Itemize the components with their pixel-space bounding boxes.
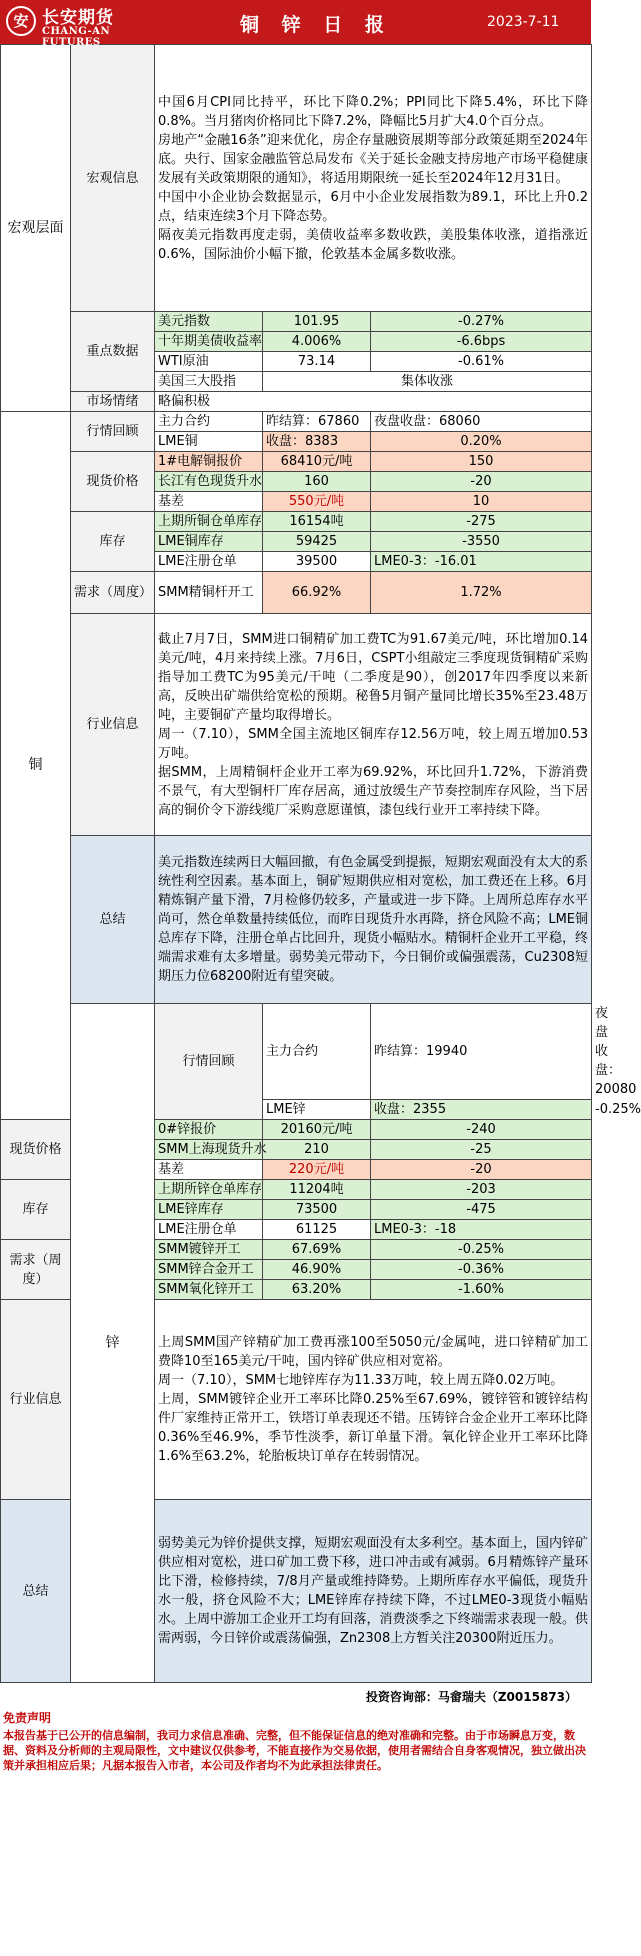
zn-spot-c1: 基差 bbox=[155, 1160, 263, 1180]
cu-industry-label: 行业信息 bbox=[71, 614, 155, 836]
cu-review-label: 行情回顾 bbox=[71, 412, 155, 452]
macro-info-para: 中国中小企业协会数据显示，6月中小企业发展指数为89.1，环比上升0.2点，结束连续3个月下降态势。 bbox=[158, 189, 589, 224]
macro-info-text bbox=[155, 45, 592, 312]
zn-demand-c3: -0.25% bbox=[371, 1240, 592, 1260]
cu-inv-c3: -275 bbox=[371, 512, 592, 532]
cu-industry-para: 据SMM，上周精铜杆企业开工率为69.92%，环比回升1.72%，下游消费不景气，有大型铜杆厂库存居高，通过放缓生产节奏控制库存风险，当下居高的铜价令下游线缆厂采购意愿谨慎，漆包线行业开工率持续下降。 bbox=[158, 764, 589, 818]
zn-inv-c2: 73500 bbox=[263, 1200, 371, 1220]
zn-spot-c3: -20 bbox=[371, 1160, 592, 1180]
zn-review-label: 行情回顾 bbox=[155, 1004, 263, 1120]
zn-demand-c3: -0.36% bbox=[371, 1260, 592, 1280]
cu-spot-c1: 基差 bbox=[155, 492, 263, 512]
cu-inv-c2: 39500 bbox=[263, 552, 371, 572]
zn-inv-c1: LME注册仓单 bbox=[155, 1220, 263, 1240]
cu-review-c2: 收盘：8383 bbox=[263, 432, 371, 452]
cu-demand-label: 需求（周度） bbox=[71, 572, 155, 614]
cu-review-c3: 夜盘收盘：68060 bbox=[371, 412, 592, 432]
zn-demand-c2: 63.20% bbox=[263, 1280, 371, 1300]
cu-demand-c1: SMM精铜杆开工 bbox=[155, 572, 263, 614]
zn-review-c2: 昨结算：19940 bbox=[371, 1004, 592, 1100]
cu-review-c1: 主力合约 bbox=[155, 412, 263, 432]
zn-demand-label: 需求（周度） bbox=[1, 1240, 71, 1300]
zn-industry-para: 周一（7.10），SMM七地锌库存为11.33万吨，较上周五降0.02万吨。 bbox=[158, 1373, 564, 1388]
key-row-value: 101.95 bbox=[263, 312, 371, 332]
logo-en-text: CHANG-AN FUTURES bbox=[42, 26, 111, 48]
cu-summary-text: 美元指数连续两日大幅回撤，有色金属受到提振，短期宏观面没有太大的系统性利空因素。基本面上，铜矿短期供应相对宽松，加工费还在上移。6月精炼铜产量下滑，7月检修仍较多，产量或进一步下降。上周所总库存水平尚可，然仓单数量持续低位，而昨日现货升水再降，挤仓风险不高；LME铜总库存下降，注册仓单占比回升，现货小幅贴水。精铜杆企业开工平稳，终端需求难有太多增量。弱势美元带动下，今日铜价或偏强震荡，Cu2308短期压力位68200附近有望突破。 bbox=[155, 836, 592, 1004]
cu-review-c3: 0.20% bbox=[371, 432, 592, 452]
zn-review-c1: LME锌 bbox=[263, 1100, 371, 1120]
section-macro: 宏观层面 bbox=[1, 45, 71, 412]
report-date: 2023-7-11 bbox=[487, 14, 560, 30]
cu-inv-c1: 上期所铜仓单库存 bbox=[155, 512, 263, 532]
key-row-value: 4.006% bbox=[263, 332, 371, 352]
cu-spot-c3: 150 bbox=[371, 452, 592, 472]
report-table: 宏观层面 宏观信息 中国6月CPI同比持平，环比下降0.2%；PPI同比下降5.4%，环比下降0.8%。当月猪肉价格同比下降7.2%，降幅比5月扩大4.0个百分点。 房地产“金融16条”迎来优化，房企存量融资展期等部分政策延期至2024年底。央行、国家金融监管总局发布《关于延长金融支持房地产市场平稳健康发展有关政策期限的通知》，将适用期限统一延长至2024年12月31日。 中国中小企业协会数据显示，6月中小企业发展指数为89.1，环比上升0.2点，结束连续3个月下降态势。 隔夜美元指数再度走弱，美债收益率多数收跌，美股集体收涨，道指涨近0.6%，国际油价小幅下撤，伦敦基本金属多数收涨。 重点数据 美元指数 101.95 -0.27% 十年期美债收益率 4.006% -6.6bps WTI原油 73.14 -0.61% 美国三大股指 集体收涨 市场情绪 略偏积极 铜 行情回顾 主力合约 昨结算：67860 夜盘收盘：68060 LME铜 收盘：8383 0.20% 现货价格 1#电解铜报价 68410元/吨 150 长江有色现货升水 160 -20 基差 550元/吨 10 库存 上期所铜仓单库存 16154吨 -275 LME铜库存 59425 -3550 LME注册仓单 39500 LME0-3：-16.01 需求（周度） SMM精铜杆开工 66.92% 1.72% 行业信息 截止7月7日，SMM进口铜精矿加工费TC为91.67美元/吨，环比增加0.14美元/吨，4月来持续上涨。7月6日，CSPT小组敲定三季度现货铜精矿采购指导加工费TC为95美元/干吨（二季度是90），创2017年四季度以来新高，反映出矿端供给宽松的预期。秘鲁5月铜产量同比增长35%至23.48万吨，主要铜矿产量均取得增长。 周一（7.10），SMM全国主流地区铜库存12.56万吨，较上周五增加0.53万吨。 据SMM，上周精铜杆企业开工率为69.92%，环比回升1.72%，下游消费不景气，有大型铜杆厂库存居高，通过放缓生产节奏控制库存风险，当下居高的铜价令下游线缆厂采购意愿谨慎，漆包线行业开工率持续下降。 总结 美元指数连续两日大幅回撤，有色金属受到提振，短期宏观面没有太大的系统性利空因素。基本面上，铜矿短期供应相对宽松，加工费还在上移。6月精炼铜产量下滑，7月检修仍较多，产量或进一步下降。上周所总库存水平尚可，然仓单数量持续低位，而昨日现货升水再降，挤仓风险不高；LME铜总库存下降，注册仓单占比回升，现货小幅贴水。精铜杆企业开工平稳，终端需求难有太多增量。弱势美元带动下，今日铜价或偏强震荡，Cu2308短期压力位68200附近有望突破。 锌 行情回顾 主力合约 昨结算：19940 夜盘收盘：20080 LME锌 收盘：2355 -0.25% 现货价格 0#锌报价 20160元/吨 -240 SMM上海现货升水 210 -25 基差 220元/吨 -20 库存 上期所锌仓单库存 11204吨 -203 LME锌库存 73500 -475 LME注册仓单 61125 LME0-3：-18 需求（周度） SMM镀锌开工 67.69% -0.25% SMM锌合金开工 46.90% -0.36% SMM氧化锌开工 63.20% -1.60% 行业信息 上周SMM国产锌精矿加工费再涨100至5050元/金属吨，进口锌精矿加工费降10至165美元/干吨，国内锌矿供应相对宽裕。 周一（7.10），SMM七地锌库存为11.33万吨，较上周五降0.02万吨。 上周，SMM镀锌企业开工率环比降0.25%至67.69%，镀锌管和镀锌结构件厂家维持正常开工，铁塔订单表现还不错。压铸锌合金企业开工率环比降0.36%至46.9%，季节性淡季，新订单量下滑。氧化锌企业开工率环比降1.6%至63.2%，轮胎板块订单存在转弱情况。 总结 弱势美元为锌价提供支撑，短期宏观面没有太多利空。基本面上，国内锌矿供应相对宽松，进口矿加工费下移，进口冲击或有减弱。6月精炼锌产量环比下滑，检修持续，7/8月产量或维持降势。上期所库存水平偏低，现货升水一般，挤仓风险不大；LME锌库存持续下降，不过LME0-3现货小幅贴水。上周中游加工企业开工均有回落，消费淡季之下终端需求表现一般。供需两弱，今日锌价或震荡偏强，Zn2308上方暂关注20300附近压力。 bbox=[0, 44, 592, 1683]
zn-summary-text: 弱势美元为锌价提供支撑，短期宏观面没有太多利空。基本面上，国内锌矿供应相对宽松，进口矿加工费下移，进口冲击或有减弱。6月精炼锌产量环比下滑，检修持续，7/8月产量或维持降势。上期所库存水平偏低，现货升水一般，挤仓风险不大；LME锌库存持续下降，不过LME0-3现货小幅贴水。上周中游加工企业开工均有回落，消费淡季之下终端需求表现一般。供需两弱，今日锌价或震荡偏强，Zn2308上方暂关注20300附近压力。 bbox=[155, 1500, 592, 1683]
key-row-value: 集体收涨 bbox=[263, 372, 592, 392]
zn-spot-c3: -25 bbox=[371, 1140, 592, 1160]
zn-industry-label: 行业信息 bbox=[1, 1300, 71, 1500]
logo-mark-icon: 安 bbox=[6, 6, 36, 36]
zn-spot-c1: SMM上海现货升水 bbox=[155, 1140, 263, 1160]
macro-info-para: 房地产“金融16条”迎来优化，房企存量融资展期等部分政策延期至2024年底。央行、国家金融监管总局发布《关于延长金融支持房地产市场平稳健康发展有关政策期限的通知》，将适用期限统一延长至2024年12月31日。 bbox=[158, 132, 589, 186]
zn-demand-c2: 67.69% bbox=[263, 1240, 371, 1260]
cu-summary-label: 总结 bbox=[71, 836, 155, 1004]
cu-demand-c2: 66.92% bbox=[263, 572, 371, 614]
zn-spot-c1: 0#锌报价 bbox=[155, 1120, 263, 1140]
analyst-credit: 投资咨询部：马畲瑞夫（Z0015873） bbox=[365, 1690, 577, 1704]
cu-spot-c3: -20 bbox=[371, 472, 592, 492]
cu-review-c1: LME铜 bbox=[155, 432, 263, 452]
report-title: 铜 锌 日 报 bbox=[240, 14, 392, 36]
key-row-name: 十年期美债收益率 bbox=[155, 332, 263, 352]
zn-inv-c3: -475 bbox=[371, 1200, 592, 1220]
cu-inv-c2: 59425 bbox=[263, 532, 371, 552]
macro-info-para: 隔夜美元指数再度走弱，美债收益率多数收跌，美股集体收涨，道指涨近0.6%，国际油价小幅下撤，伦敦基本金属多数收涨。 bbox=[158, 227, 589, 262]
cu-inv-c1: LME注册仓单 bbox=[155, 552, 263, 572]
sentiment-value: 略偏积极 bbox=[155, 392, 592, 412]
zn-spot-c2: 210 bbox=[263, 1140, 371, 1160]
cu-industry-text bbox=[155, 614, 592, 836]
zn-demand-c1: SMM镀锌开工 bbox=[155, 1240, 263, 1260]
key-row-change: -0.61% bbox=[371, 352, 592, 372]
cu-spot-c1: 长江有色现货升水 bbox=[155, 472, 263, 492]
zn-review-c2: 收盘：2355 bbox=[371, 1100, 592, 1120]
zn-demand-c3: -1.60% bbox=[371, 1280, 592, 1300]
key-row-name: WTI原油 bbox=[155, 352, 263, 372]
zn-summary-label: 总结 bbox=[1, 1500, 71, 1683]
zn-review-c1: 主力合约 bbox=[263, 1004, 371, 1100]
cu-spot-label: 现货价格 bbox=[71, 452, 155, 512]
zn-spot-label: 现货价格 bbox=[1, 1120, 71, 1180]
macro-key-label: 重点数据 bbox=[71, 312, 155, 392]
zn-inv-label: 库存 bbox=[1, 1180, 71, 1240]
cu-spot-c1: 1#电解铜报价 bbox=[155, 452, 263, 472]
cu-demand-c3: 1.72% bbox=[371, 572, 592, 614]
zn-demand-c2: 46.90% bbox=[263, 1260, 371, 1280]
cu-inv-c2: 16154吨 bbox=[263, 512, 371, 532]
zn-inv-c1: 上期所锌仓单库存 bbox=[155, 1180, 263, 1200]
cu-spot-c2: 68410元/吨 bbox=[263, 452, 371, 472]
section-zinc: 锌 bbox=[71, 1004, 155, 1683]
key-row-value: 73.14 bbox=[263, 352, 371, 372]
cu-spot-c2: 160 bbox=[263, 472, 371, 492]
company-logo bbox=[6, 3, 166, 48]
cu-inv-c1: LME铜库存 bbox=[155, 532, 263, 552]
macro-info-para: 中国6月CPI同比持平，环比下降0.2%；PPI同比下降5.4%，环比下降0.8%。当月猪肉价格同比下降7.2%，降幅比5月扩大4.0个百分点。 bbox=[158, 94, 589, 129]
section-copper: 铜 bbox=[1, 412, 71, 1120]
report-header bbox=[0, 0, 591, 48]
cu-inv-c3: LME0-3：-16.01 bbox=[371, 552, 592, 572]
zn-demand-c1: SMM锌合金开工 bbox=[155, 1260, 263, 1280]
zn-spot-c2: 20160元/吨 bbox=[263, 1120, 371, 1140]
key-row-change: -6.6bps bbox=[371, 332, 592, 352]
cu-inv-label: 库存 bbox=[71, 512, 155, 572]
cu-review-c2: 昨结算：67860 bbox=[263, 412, 371, 432]
zn-inv-c3: LME0-3：-18 bbox=[371, 1220, 592, 1240]
logo-cn-text: 长安期货 bbox=[42, 8, 114, 28]
cu-industry-para: 周一（7.10），SMM全国主流地区铜库存12.56万吨，较上周五增加0.53万吨。 bbox=[158, 726, 589, 761]
sentiment-label: 市场情绪 bbox=[71, 392, 155, 412]
zn-spot-c2: 220元/吨 bbox=[263, 1160, 371, 1180]
zn-inv-c2: 11204吨 bbox=[263, 1180, 371, 1200]
cu-spot-c2: 550元/吨 bbox=[263, 492, 371, 512]
zn-demand-c1: SMM氧化锌开工 bbox=[155, 1280, 263, 1300]
zn-spot-c3: -240 bbox=[371, 1120, 592, 1140]
cu-inv-c3: -3550 bbox=[371, 532, 592, 552]
zn-industry-text bbox=[155, 1300, 592, 1500]
key-row-change: -0.27% bbox=[371, 312, 592, 332]
zn-industry-para: 上周SMM国产锌精矿加工费再涨100至5050元/金属吨，进口锌精矿加工费降10至165美元/干吨，国内锌矿供应相对宽裕。 bbox=[158, 1335, 589, 1369]
cu-spot-c3: 10 bbox=[371, 492, 592, 512]
zn-inv-c1: LME锌库存 bbox=[155, 1200, 263, 1220]
disclaimer-title: 免责声明 bbox=[3, 1711, 52, 1725]
key-row-name: 美元指数 bbox=[155, 312, 263, 332]
zn-inv-c3: -203 bbox=[371, 1180, 592, 1200]
macro-info-label: 宏观信息 bbox=[71, 45, 155, 312]
key-row-name: 美国三大股指 bbox=[155, 372, 263, 392]
zn-inv-c2: 61125 bbox=[263, 1220, 371, 1240]
disclaimer-text: 本报告基于已公开的信息编制，我司力求信息准确、完整，但不能保证信息的绝对准确和完整。由于市场瞬息万变，数据、资料及分析师的主观局限性，文中建议仅供参考，不能直接作为交易依据，使用者需结合自身客观情况，独立做出决策并承担相应后果；凡据本报告入市者，本公司及作者均不为此承担法律责任。 bbox=[3, 1729, 586, 1772]
cu-industry-para: 截止7月7日，SMM进口铜精矿加工费TC为91.67美元/吨，环比增加0.14美元/吨，4月来持续上涨。7月6日，CSPT小组敲定三季度现货铜精矿采购指导加工费TC为95美元/干吨（二季度是90），创2017年四季度以来新高，反映出矿端供给宽松的预期。秘鲁5月铜产量同比增长35%至23.48万吨，主要铜矿产量均取得增长。 bbox=[158, 631, 589, 723]
zn-industry-para: 上周，SMM镀锌企业开工率环比降0.25%至67.69%，镀锌管和镀锌结构件厂家维持正常开工，铁塔订单表现还不错。压铸锌合金企业开工率环比降0.36%至46.9%，季节性淡季，新订单量下滑。氧化锌企业开工率环比降1.6%至63.2%，轮胎板块订单存在转弱情况。 bbox=[158, 1392, 589, 1464]
